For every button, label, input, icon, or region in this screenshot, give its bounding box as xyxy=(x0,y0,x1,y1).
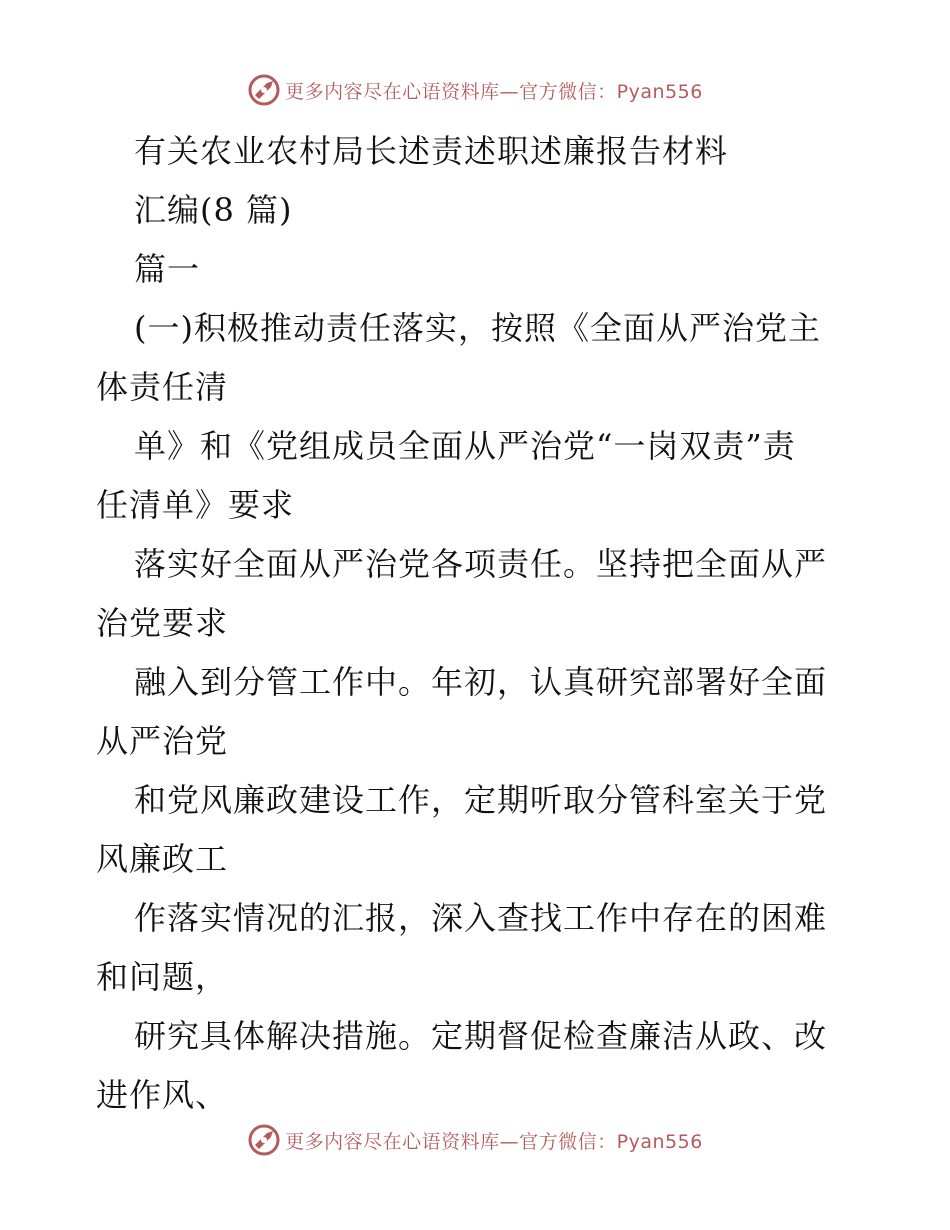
body-text-line: 进作风、 xyxy=(96,1076,229,1114)
document-body xyxy=(96,122,866,1125)
body-text-line: 风廉政工 xyxy=(96,840,229,878)
section-heading: 篇一 xyxy=(134,250,201,288)
header-banner xyxy=(0,70,950,110)
document-title-line-2: 汇编(8 篇) xyxy=(134,191,293,229)
body-text-line: 作落实情况的汇报，深入查找工作中存在的困难 xyxy=(134,899,828,937)
seal-logo-icon xyxy=(247,1123,281,1157)
body-text-line: 和问题， xyxy=(96,958,229,996)
body-text-line: 融入到分管工作中。年初，认真研究部署好全面 xyxy=(134,663,828,701)
body-text-line: 从严治党 xyxy=(96,722,229,760)
body-text-line: 和党风廉政建设工作，定期听取分管科室关于党 xyxy=(134,781,828,819)
body-text-line: 体责任清 xyxy=(96,368,229,406)
footer-banner xyxy=(0,1120,950,1160)
paragraph xyxy=(96,299,866,1125)
body-text-line: (一)积极推动责任落实，按照《全面从严治党主 xyxy=(134,309,821,347)
body-text-line: 任清单》要求 xyxy=(96,486,295,524)
body-text-line: 治党要求 xyxy=(96,604,229,642)
body-text-line: 单》和《党组成员全面从严治党“一岗双责”责 xyxy=(134,427,796,465)
banner-text: 更多内容尽在心语资料库—官方微信：Pyan556 xyxy=(285,80,703,103)
banner-text: 更多内容尽在心语资料库—官方微信：Pyan556 xyxy=(285,1130,703,1153)
seal-logo-icon xyxy=(247,73,281,107)
body-text-line: 落实好全面从严治党各项责任。坚持把全面从严 xyxy=(134,545,828,583)
document-title-line-1: 有关农业农村局长述责述职述廉报告材料 xyxy=(134,132,729,170)
body-text-line: 研究具体解决措施。定期督促检查廉洁从政、改 xyxy=(134,1017,828,1055)
